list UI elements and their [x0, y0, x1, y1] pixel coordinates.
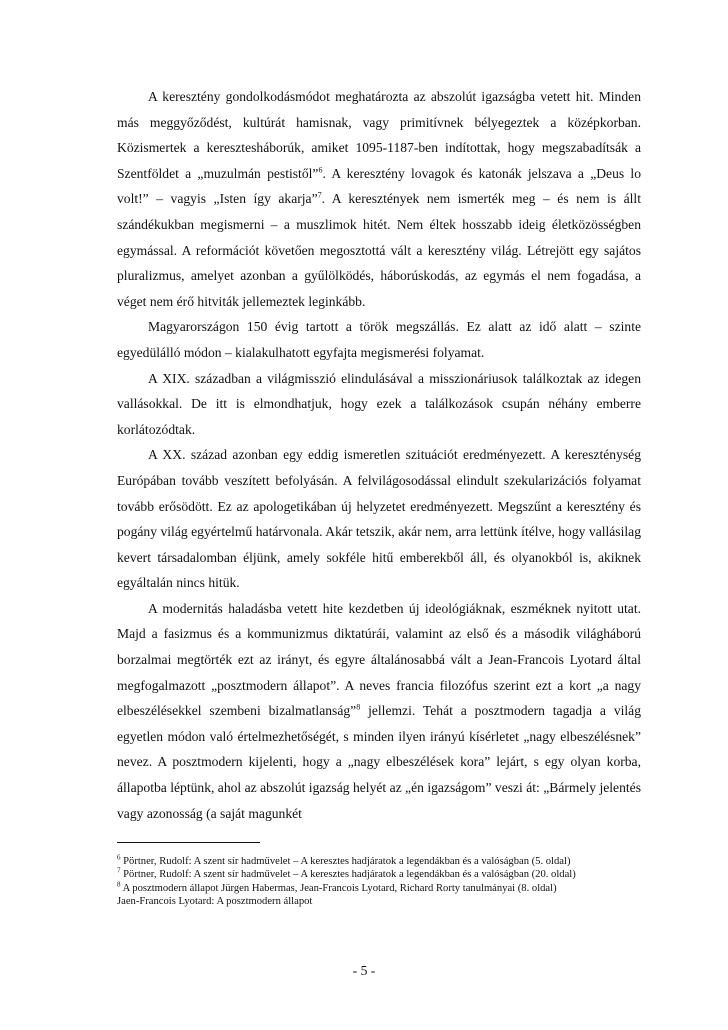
- footnote-text: A posztmodern állapot Jürgen Habermas, Jean-Francois Lyotard, Richard Rorty tanulmányai (8. oldal): [120, 882, 557, 894]
- paragraph-text: A modernitás haladásba vetett hite kezdetben új ideológiáknak, eszméknek nyitott utat. Majd a fasizmus és a kommunizmus diktatúrái, valamint az első és a második világháború borzalmai megtörték ezt az irányt, és egyre általánosabbá vált a Jean-Francois Lyotard által megfogalmazott „posztmodern állapot”. A neves francia filozófus szerint ezt a kort „a nagy elbeszélésekkel szembeni bizalmatlanság”: [117, 600, 641, 719]
- paragraph-hungary: Magyarországon 150 évig tartott a török megszállás. Ez alatt az idő alatt – szinte egyedülálló módon – kialakulhatott egyfajta megismerési folyamat.: [117, 319, 641, 360]
- footnote-7: [117, 868, 641, 881]
- paragraph-postmodern: [117, 596, 641, 826]
- paragraph-text: A keresztény gondolkodásmódot meghatározta az abszolút igazságba vetett hit. Minden más meggyőződést, kultúrát hamisnak, vagy primitívnek bélyegeztek a középkorban. Közismertek a keresztesháborúk, amiket 1095-1187-ben indítottak, hogy megszabadítsák a Szentföldet a „muzulmán pestistől”: [117, 89, 641, 181]
- footnote-number: 7: [117, 866, 121, 875]
- footnote-number: 8: [117, 880, 121, 889]
- paragraph-text: jellemzi. Tehát a posztmodern tagadja a világ egyetlen módon való értelmezhetőségét, s minden ilyen irányú kísérletet „nagy elbeszélésnek” nevez. A posztmodern kijelenti, hogy a „nagy elbeszélések kora” lejárt, s egy olyan korba, állapotba léptünk, ahol az abszolút igazság helyét az „én igazságom” veszi át: „Bármely jelentés vagy azonosság (a saját magunkét: [117, 703, 642, 821]
- page-number: - 5 -: [352, 963, 376, 978]
- footnote-ref-7[interactable]: 7: [317, 190, 322, 200]
- paragraph-text: . A keresztény lovagok és katonák jelszava a „Deus lo volt!” – vagyis „Isten így akarja”: [117, 165, 641, 207]
- footnote-ref-8[interactable]: 8: [356, 702, 361, 712]
- footnotes: [117, 855, 641, 908]
- footnote-8-continued: [117, 895, 641, 908]
- footnote-text: Jaen-Francois Lyotard: A posztmodern állapot: [117, 895, 313, 907]
- footnote-divider: [117, 842, 260, 843]
- body-text: [117, 84, 641, 826]
- footnote-ref-6[interactable]: 6: [318, 165, 323, 175]
- footnote-text: Pörtner, Rudolf: A szent sír hadművelet – A keresztes hadjáratok a legendákban és a valóságban (5. oldal): [120, 856, 571, 867]
- footnote-text: Pörtner, Rudolf: A szent sír hadművelet – A keresztes hadjáratok a legendákban és a valóságban (20. oldal): [120, 869, 576, 881]
- footnote-6: [117, 855, 641, 868]
- paragraph-20th-century: A XX. század azonban egy eddig ismeretlen szituációt eredményezett. A kereszténység Európában tovább veszített befolyásán. A felvilágosodással elindult szekularizációs folyamat tovább erősödött. Ez az apologetikában új helyzetet eredményezett. Megszűnt a keresztény és pogány világ egyértelmű határvonala. Akár tetszik, akár nem, arra lettünk ítélve, hogy vallásilag kevert társadalomban éljünk, amely sokféle hitű emberekből áll, és olyanokból is, akiknek egyáltalán nincs hitük.: [117, 447, 641, 591]
- paragraph-mission: A XIX. században a világmisszió elindulásával a misszionáriusok találkoztak az idegen vallásokkal. De itt is elmondhatjuk, hogy ezek a találkozások csupán néhány emberre korlátozódtak.: [117, 370, 641, 437]
- footnote-8: [117, 882, 641, 895]
- paragraph-text: . A keresztények nem ismerték meg – és nem is állt szándékukban megismerni – a muszlimok hitét. Nem éltek hosszabb ideig életközösségben egymással. A reformációt követően megosztottá vált a keresztény világ. Létrejött egy sajátos pluralizmus, amelyet azonban a gyűlölködés, háborúskodás, az egymás el nem fogadása, a véget nem érő hitviták jellemeztek leginkább.: [117, 191, 641, 309]
- footnote-number: 6: [117, 853, 121, 862]
- paragraph-crusades: [117, 84, 641, 314]
